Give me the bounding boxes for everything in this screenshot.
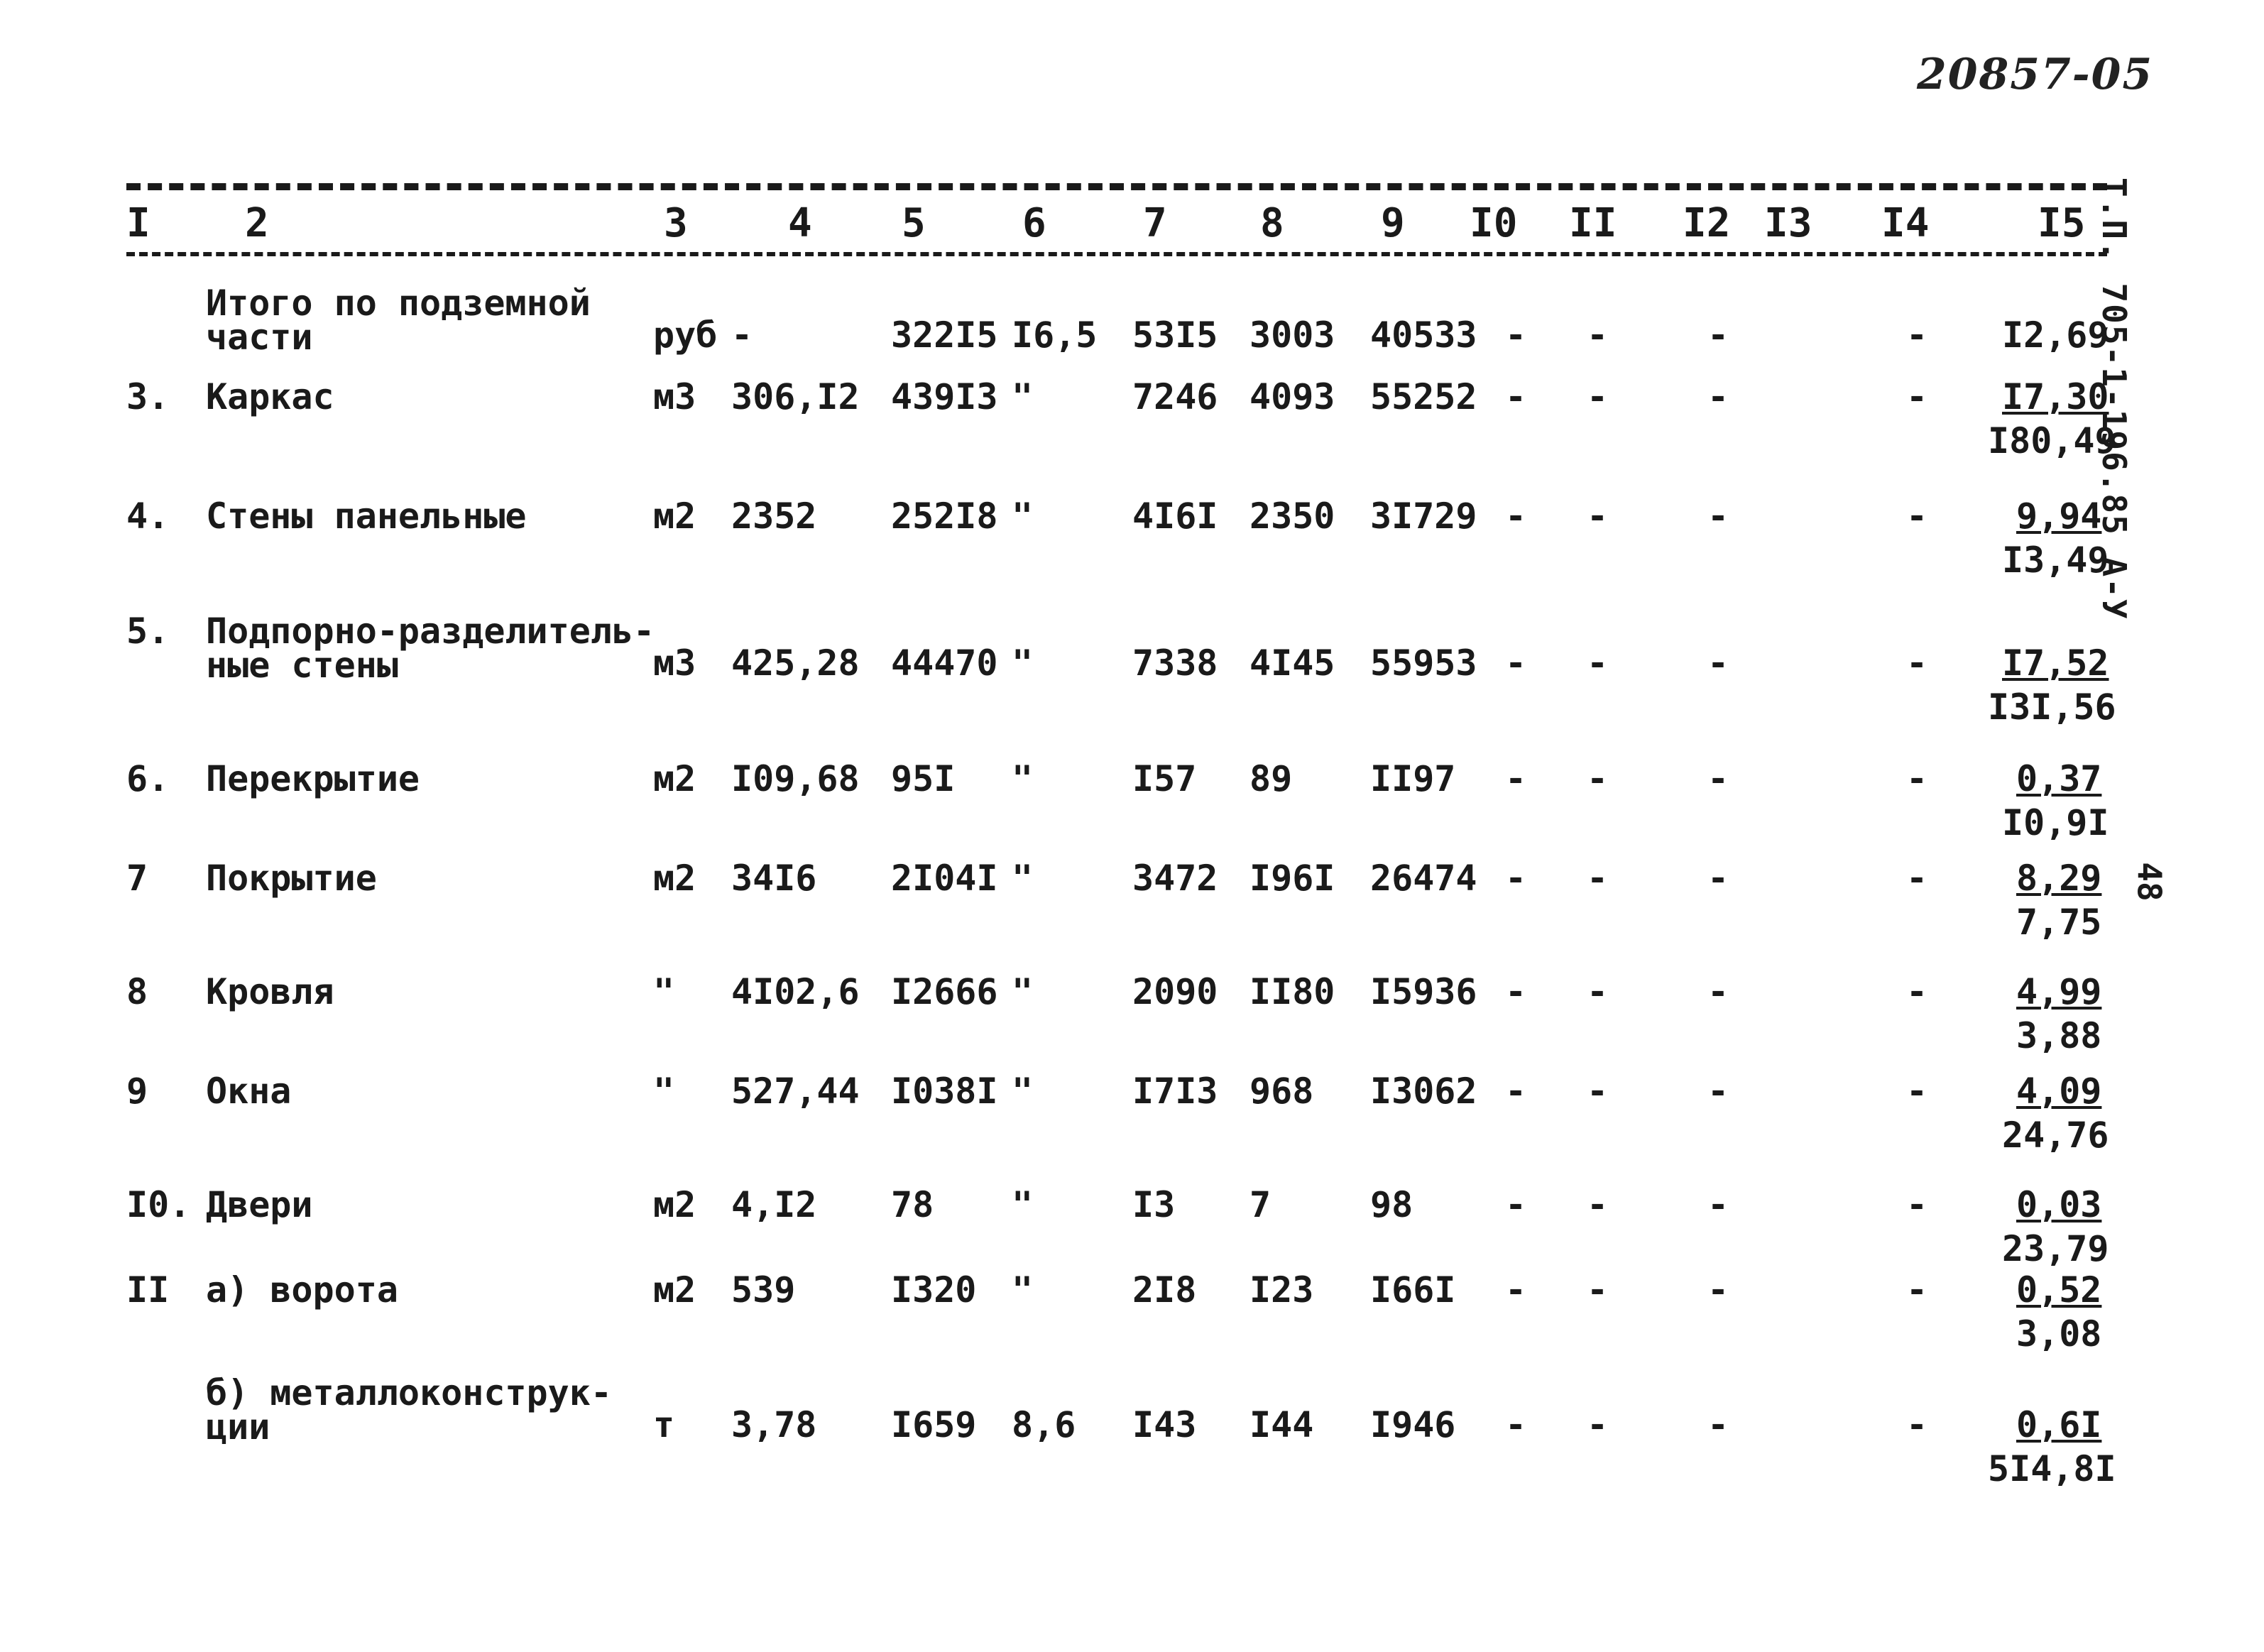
cell-col5: 95I [891, 758, 956, 799]
column-header: 8 [1260, 200, 1284, 246]
header-dashed-rule [126, 252, 2107, 256]
cell-col4: 4I02,6 [731, 971, 860, 1012]
cell-col10: - [1505, 1184, 1527, 1225]
row-number: 3. [126, 376, 170, 417]
cell-col7: 2I8 [1132, 1269, 1197, 1311]
cell-col4: 2352 [731, 496, 817, 537]
column-header: I0 [1470, 200, 1518, 246]
cell-col9: I3062 [1370, 1071, 1477, 1112]
row-unit: м3 [653, 642, 696, 684]
cell-col15-top: 9,94 [2016, 496, 2102, 537]
row-unit: м3 [653, 376, 696, 417]
row-unit: м2 [653, 758, 696, 799]
cell-col15-top: I7,30 [2002, 376, 2109, 417]
cell-col4: 425,28 [731, 642, 860, 684]
cell-col15-bottom: 7,75 [2016, 902, 2102, 943]
cell-col14: - [1906, 314, 1928, 356]
cell-col8: I96I [1249, 858, 1335, 899]
cell-col9: I946 [1370, 1404, 1456, 1445]
cell-col6: " [1012, 858, 1034, 899]
cell-col6: 8,6 [1012, 1404, 1076, 1445]
cell-col9: II97 [1370, 758, 1456, 799]
cell-col5: 252I8 [891, 496, 998, 537]
column-header: II [1569, 200, 1617, 246]
cell-col15-top: 0,52 [2016, 1269, 2102, 1311]
cell-col10: - [1505, 858, 1527, 899]
cell-col7: I7I3 [1132, 1071, 1218, 1112]
cell-col9: 3I729 [1370, 496, 1477, 537]
cell-col11: - [1587, 1404, 1609, 1445]
row-unit: м2 [653, 1184, 696, 1225]
cell-col4: 527,44 [731, 1071, 860, 1112]
cell-col15-bottom: 3,88 [2016, 1015, 2102, 1056]
cell-col7: 2090 [1132, 971, 1218, 1012]
row-unit: м2 [653, 496, 696, 537]
cell-col12: - [1707, 1071, 1729, 1112]
cell-col10: - [1505, 1269, 1527, 1311]
cell-col4: 306,I2 [731, 376, 860, 417]
column-header: 7 [1143, 200, 1167, 246]
row-number: 6. [126, 758, 170, 799]
cell-col10: - [1505, 758, 1527, 799]
column-header: 9 [1381, 200, 1405, 246]
cell-col5: 322I5 [891, 314, 998, 356]
cell-col6: " [1012, 1071, 1034, 1112]
cell-col15-bottom: 24,76 [2002, 1115, 2109, 1156]
row-name: Итого по подземной [206, 283, 591, 324]
cell-col15-bottom: I3I,56 [1988, 686, 2116, 728]
row-name: а) ворота [206, 1269, 398, 1311]
row-name: Перекрытие [206, 758, 420, 799]
column-header: 6 [1022, 200, 1046, 246]
row-unit: м2 [653, 858, 696, 899]
cell-col10: - [1505, 642, 1527, 684]
cell-col9: I5936 [1370, 971, 1477, 1012]
row-name-continued: ции [206, 1406, 270, 1448]
cell-col11: - [1587, 314, 1609, 356]
cell-col11: - [1587, 1184, 1609, 1225]
cell-col14: - [1906, 971, 1928, 1012]
cell-col6: " [1012, 496, 1034, 537]
cell-col11: - [1587, 1269, 1609, 1311]
cell-col6: " [1012, 758, 1034, 799]
row-name: Каркас [206, 376, 334, 417]
cell-col7: 53I5 [1132, 314, 1218, 356]
cell-col5: 439I3 [891, 376, 998, 417]
cell-col12: - [1707, 758, 1729, 799]
cell-col15-bottom: I0,9I [2002, 802, 2109, 843]
cell-col12: - [1707, 314, 1729, 356]
cell-col5: I2666 [891, 971, 998, 1012]
cell-col8: I23 [1249, 1269, 1314, 1311]
column-header: 4 [788, 200, 812, 246]
cell-col15-bottom: 3,08 [2016, 1313, 2102, 1355]
cell-col9: I66I [1370, 1269, 1456, 1311]
cell-col7: I43 [1132, 1404, 1197, 1445]
cell-col10: - [1505, 1404, 1527, 1445]
cell-col12: - [1707, 496, 1729, 537]
cell-col14: - [1906, 1269, 1928, 1311]
cell-col14: - [1906, 642, 1928, 684]
cell-col8: 89 [1249, 758, 1293, 799]
cell-col11: - [1587, 376, 1609, 417]
cell-col10: - [1505, 1071, 1527, 1112]
row-number: I0. [126, 1184, 191, 1225]
cell-col15-top: 4,09 [2016, 1071, 2102, 1112]
column-header: I [126, 200, 151, 246]
cell-col8: 968 [1249, 1071, 1314, 1112]
row-name-continued: ные стены [206, 645, 398, 686]
row-unit: м2 [653, 1269, 696, 1311]
row-name: Двери [206, 1184, 313, 1225]
cell-col7: 7246 [1132, 376, 1218, 417]
cell-col15-top: 0,6I [2016, 1404, 2102, 1445]
cell-col7: I57 [1132, 758, 1197, 799]
cell-col10: - [1505, 376, 1527, 417]
document-number: 20857-05 [1917, 50, 2154, 99]
cell-col5: 78 [891, 1184, 934, 1225]
row-unit: " [653, 971, 675, 1012]
cell-col15-top: 4,99 [2016, 971, 2102, 1012]
cell-col6: I6,5 [1012, 314, 1098, 356]
cell-col5: 44470 [891, 642, 998, 684]
cell-col6: " [1012, 376, 1034, 417]
cell-col15-top: I7,52 [2002, 642, 2109, 684]
column-header: I2 [1683, 200, 1731, 246]
cell-col4: - [731, 314, 753, 356]
row-number: 8 [126, 971, 148, 1012]
column-header: 3 [664, 200, 688, 246]
column-header: I4 [1881, 200, 1930, 246]
cell-col15-bottom: 5I4,8I [1988, 1448, 2116, 1489]
cell-col12: - [1707, 858, 1729, 899]
cell-col11: - [1587, 971, 1609, 1012]
cell-col11: - [1587, 758, 1609, 799]
cell-col6: " [1012, 971, 1034, 1012]
cell-col10: - [1505, 314, 1527, 356]
cell-col4: 4,I2 [731, 1184, 817, 1225]
cell-col4: 3,78 [731, 1404, 817, 1445]
row-name: Окна [206, 1071, 292, 1112]
cell-col12: - [1707, 1404, 1729, 1445]
cell-col11: - [1587, 496, 1609, 537]
column-header: I5 [2038, 200, 2086, 246]
row-number: 4. [126, 496, 170, 537]
cell-col9: 40533 [1370, 314, 1477, 356]
row-name: Подпорно-разделитель- [206, 611, 655, 652]
page-number: 48 [2130, 862, 2169, 902]
cell-col9: 55252 [1370, 376, 1477, 417]
column-header: I3 [1764, 200, 1812, 246]
row-number: 7 [126, 858, 148, 899]
cell-col7: I3 [1132, 1184, 1176, 1225]
cell-col8: I44 [1249, 1404, 1314, 1445]
cell-col9: 26474 [1370, 858, 1477, 899]
cell-col10: - [1505, 496, 1527, 537]
cell-col15-top: 0,03 [2016, 1184, 2102, 1225]
cell-col4: 539 [731, 1269, 796, 1311]
cell-col5: I320 [891, 1269, 977, 1311]
cell-col12: - [1707, 376, 1729, 417]
side-stamp-text: Т.П. 705-1-196.85 А-У [2095, 177, 2133, 620]
cell-col12: - [1707, 642, 1729, 684]
cell-col11: - [1587, 1071, 1609, 1112]
row-name: Покрытие [206, 858, 377, 899]
cell-col14: - [1906, 1071, 1928, 1112]
row-name: Стены панельные [206, 496, 527, 537]
cell-col12: - [1707, 971, 1729, 1012]
cell-col14: - [1906, 496, 1928, 537]
row-number: 5. [126, 611, 170, 652]
cell-col15-bottom: I3,49 [2002, 540, 2109, 581]
cell-col14: - [1906, 376, 1928, 417]
cell-col14: - [1906, 758, 1928, 799]
row-number: II [126, 1269, 170, 1311]
cell-col14: - [1906, 1404, 1928, 1445]
cell-col15-top: 0,37 [2016, 758, 2102, 799]
cell-col15-bottom: I80,49 [1988, 420, 2116, 461]
row-name: Кровля [206, 971, 334, 1012]
column-header: 5 [902, 200, 926, 246]
cell-col8: 4093 [1249, 376, 1335, 417]
cell-col10: - [1505, 971, 1527, 1012]
cell-col11: - [1587, 642, 1609, 684]
cell-col15-top: 8,29 [2016, 858, 2102, 899]
cell-col5: I038I [891, 1071, 998, 1112]
row-name: б) металлоконструк- [206, 1372, 612, 1413]
row-unit: т [653, 1404, 675, 1445]
cell-col8: 2350 [1249, 496, 1335, 537]
cell-col15-bottom: 23,79 [2002, 1228, 2109, 1269]
cell-col6: " [1012, 1269, 1034, 1311]
cell-col4: I09,68 [731, 758, 860, 799]
cell-col5: 2I04I [891, 858, 998, 899]
cell-col6: " [1012, 642, 1034, 684]
cell-col14: - [1906, 1184, 1928, 1225]
cell-col4: 34I6 [731, 858, 817, 899]
cell-col8: II80 [1249, 971, 1335, 1012]
row-name-continued: части [206, 317, 313, 358]
cell-col8: 4I45 [1249, 642, 1335, 684]
cell-col9: 55953 [1370, 642, 1477, 684]
cell-col12: - [1707, 1184, 1729, 1225]
cell-col9: 98 [1370, 1184, 1413, 1225]
cell-col8: 3003 [1249, 314, 1335, 356]
row-unit: руб [653, 314, 718, 356]
cell-col8: 7 [1249, 1184, 1272, 1225]
cell-col7: 7338 [1132, 642, 1218, 684]
cell-col15-top: I2,69 [2002, 314, 2109, 356]
cell-col14: - [1906, 858, 1928, 899]
cell-col12: - [1707, 1269, 1729, 1311]
cell-col6: " [1012, 1184, 1034, 1225]
column-header: 2 [245, 200, 269, 246]
cell-col7: 3472 [1132, 858, 1218, 899]
row-number: 9 [126, 1071, 148, 1112]
row-unit: " [653, 1071, 675, 1112]
top-dashed-rule [126, 183, 2107, 190]
cell-col5: I659 [891, 1404, 977, 1445]
cell-col7: 4I6I [1132, 496, 1218, 537]
cell-col11: - [1587, 858, 1609, 899]
